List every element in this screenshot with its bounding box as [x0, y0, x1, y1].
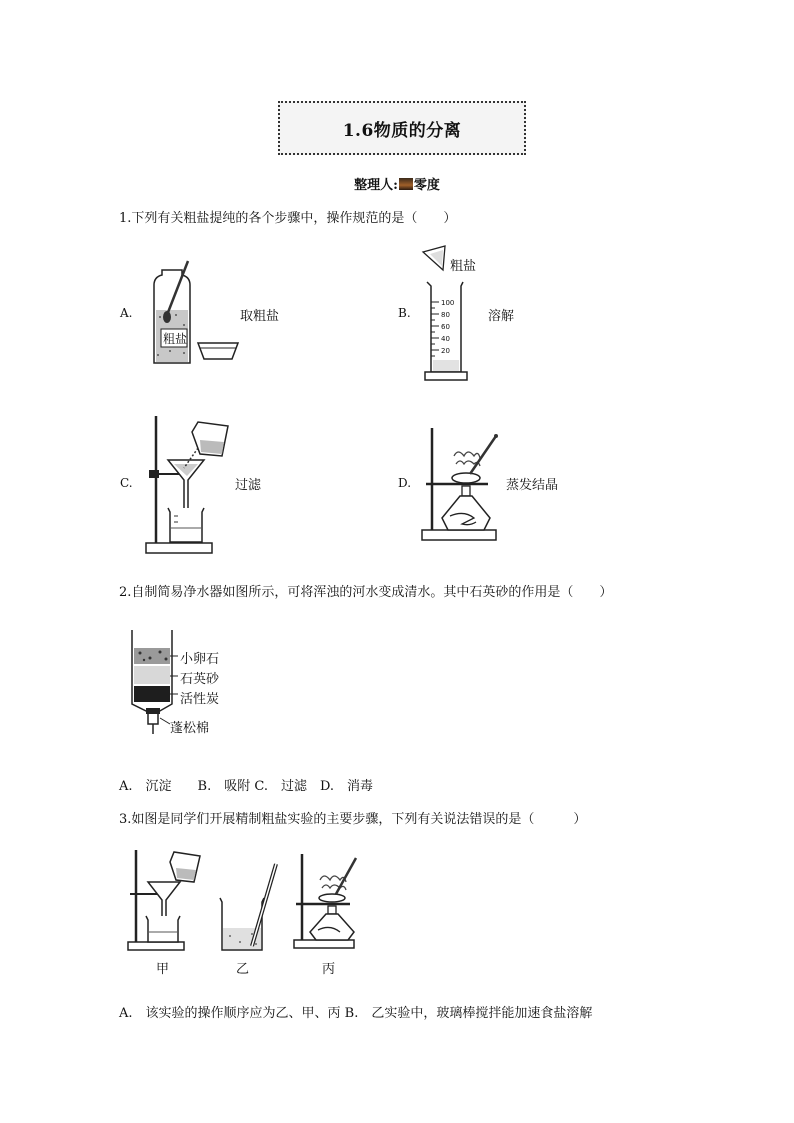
- q1-option-b-caption: 溶解: [488, 309, 515, 324]
- q1-option-a-letter: A.: [120, 306, 133, 320]
- question-1: 1.下列有关粗盐提纯的各个步骤中，操作规范的是（ ）: [119, 211, 457, 226]
- q1-option-d-caption: 蒸发结晶: [506, 478, 559, 493]
- author-line: [0, 174, 794, 193]
- scale-80: 80: [441, 311, 450, 319]
- author-prefix: 整理人:: [354, 178, 398, 193]
- scale-40: 40: [441, 335, 450, 343]
- scale-60: 60: [441, 323, 450, 331]
- author-name: 零度: [413, 178, 440, 193]
- layer-cotton: 蓬松棉: [170, 721, 210, 736]
- q1-option-c-caption: 过滤: [235, 478, 262, 493]
- q1-figure-b: [415, 244, 490, 384]
- label-jia: 甲: [156, 962, 170, 977]
- q1-option-a-caption: 取粗盐: [240, 309, 280, 324]
- layer-activated-carbon: 活性炭: [180, 692, 220, 707]
- page-title: 1.6物质的分离: [278, 101, 526, 155]
- question-2: 2.自制简易净水器如图所示，可将浑浊的河水变成清水。其中石英砂的作用是（ ）: [119, 585, 613, 600]
- jar-label: 粗盐: [163, 332, 188, 346]
- q1-figure-d: [418, 426, 503, 544]
- paper-label: 粗盐: [450, 259, 477, 274]
- question-3: 3.如图是同学们开展精制粗盐实验的主要步骤，下列有关说法错误的是（ ）: [119, 812, 587, 827]
- layer-pebbles: 小卵石: [180, 652, 220, 667]
- q2-options: A. 沉淀 B. 吸附 C. 过滤 D. 消毒: [119, 779, 374, 794]
- q3-figure-yi: [216, 860, 286, 956]
- q1-option-b-letter: B.: [398, 306, 411, 320]
- label-bing: 丙: [322, 962, 336, 977]
- author-avatar: [399, 178, 413, 190]
- scale-20: 20: [441, 347, 450, 355]
- scale-100: 100: [441, 299, 455, 307]
- label-yi: 乙: [236, 962, 250, 977]
- q3-options: A. 该实验的操作顺序应为乙、甲、丙 B. 乙实验中，玻璃棒搅拌能加速食盐溶解: [119, 1006, 593, 1021]
- q1-figure-c: [140, 412, 235, 557]
- q3-figure-jia: [124, 848, 208, 954]
- layer-quartz-sand: 石英砂: [180, 672, 220, 687]
- q1-figure-a: [140, 255, 250, 370]
- q3-figure-bing: [292, 852, 362, 952]
- q1-option-c-letter: C.: [120, 476, 133, 490]
- q1-option-d-letter: D.: [398, 476, 412, 490]
